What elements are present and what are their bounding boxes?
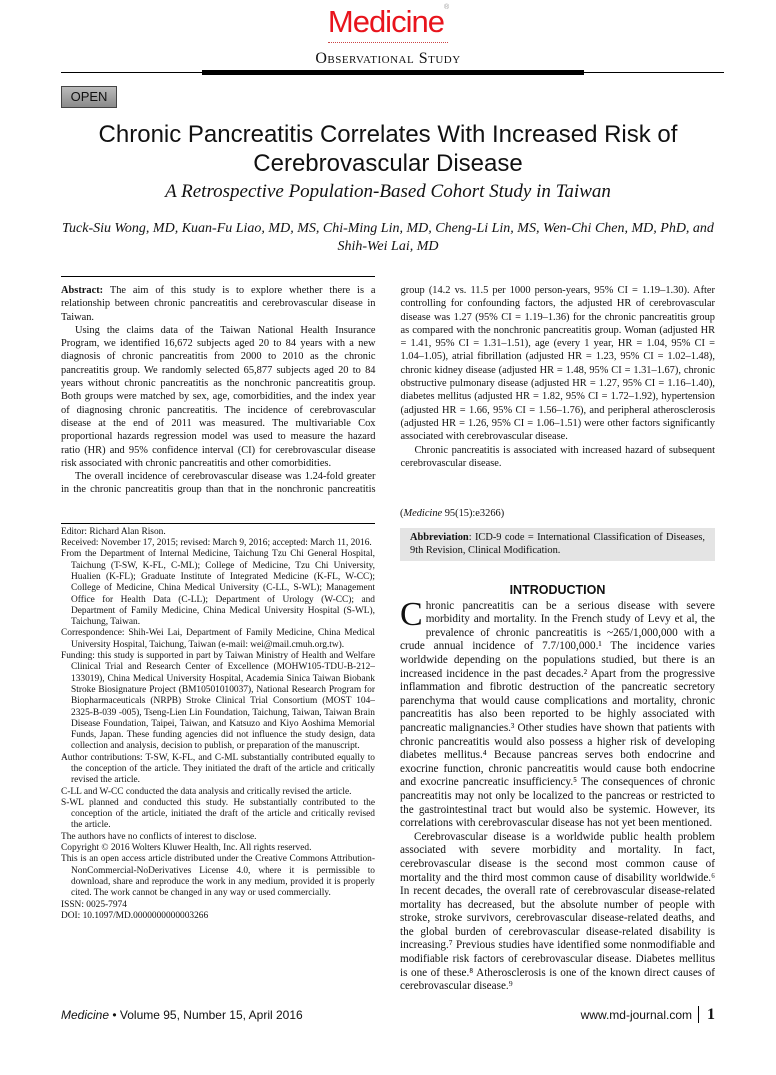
citation-journal: Medicine	[403, 507, 443, 519]
footnote-correspondence: Correspondence: Shih-Wei Lai, Department of Family Medicine, China Medical University Hospital, Taichung, Taiwan (e-mail: wei@mail.cmuh.org.tw).	[61, 628, 375, 650]
abstract-methods: Using the claims data of the Taiwan National Health Insurance Program, we identified 16,672 subjects aged 20 to 84 years with a new diagnosis of chronic pancreatitis from 2000 to 2010 as the chronic pancreatitis group. We randomly selected 65,877 subjects aged 20 to 84 years without chronic pancreatitis as the nonchronic pancreatitis group. Both groups were matched by sex, age, comorbidities, and the index year of diagnosing chronic pancreatitis. The incidence of cerebrovascular disease at the end of 2011 was measured. The multivariable Cox proportional hazards regression model was used to measure the hazard ratio (HR) and 95% confidence interval (CI) for cerebrovascular disease risk associated with chronic pancreatitis and other comorbidities.	[61, 324, 376, 469]
abstract-rule	[61, 276, 375, 277]
footnote-received: Received: November 17, 2015; revised: March 9, 2016; accepted: March 11, 2016.	[61, 538, 372, 549]
abstract-label: Abstract:	[61, 285, 104, 296]
introduction-p1	[400, 595, 715, 831]
left-column	[61, 505, 375, 922]
footnote-doi: DOI: 10.1097/MD.0000000000003266	[61, 910, 209, 921]
abstract-aim-text: The aim of this study is to explore whether there is a relationship between chronic pancreatitis and cerebrovascular disease in Taiwan.	[61, 285, 376, 323]
footnote-copyright: Copyright © 2016 Wolters Kluwer Health, Inc. All rights reserved.	[61, 843, 312, 854]
footnote-contributions: Author contributions: T-SW, K-FL, and C-ML substantially contributed equally to the conception of the article. They initiated the draft of the article and critically revised the article.	[61, 752, 375, 786]
journal-logo: Medicine®	[327, 4, 449, 39]
citation-ref: 95(15):e3266)	[442, 507, 505, 519]
footer-journal: Medicine	[61, 1007, 110, 1022]
introduction-body	[400, 595, 715, 994]
abbreviation-label: Abbreviation	[410, 532, 469, 544]
introduction-p2: Cerebrovascular disease is a worldwide public health problem associated with severe morbidity and mortality. In fact, cerebrovascular disease is the second most common cause of mortality and the third most common cause of disability worldwide.⁶ In recent decades, the overall rate of cerebrovascular disease-related mortality has decreased, but the absolute number of people with stroke, stroke survivors, cerebrovascular disease-related deaths, and the global burden of cerebrovascular disease-related disability is increasing.⁷ Previous studies have identified some nonmodifiable and modifiable risk factors of cerebrovascular disease. Diabetes mellitus is one of these.⁸ Atherosclerosis is one of the known direct causes of cerebrovascular disease.⁹	[400, 830, 715, 993]
footnote-editor: Editor: Richard Alan Rison.	[61, 526, 166, 537]
article-title: Chronic Pancreatitis Correlates With Increased Risk of Cerebrovascular Disease	[98, 121, 678, 177]
page-footer	[61, 1006, 715, 1038]
open-access-badge: OPEN	[61, 86, 117, 108]
footnote-conflicts: The authors have no conflicts of interest to disclose.	[61, 831, 257, 842]
right-column	[400, 505, 715, 994]
abbreviation-box	[400, 528, 715, 561]
footer-issue	[61, 1008, 303, 1022]
footnote-license: This is an open access article distributed under the Creative Commons Attribution-NonCommercial-NoDerivatives License 4.0, where it is permissible to download, share and reproduce the work in any medium, provided it is properly cited. The work cannot be changed in any way or used commercially.	[61, 854, 375, 899]
footer-volume: • Volume 95, Number 15, April 2016	[109, 1007, 303, 1022]
abstract-results: The overall incidence of cerebrovascular disease was 1.24-fold greater in the chronic pancreatitis group than that in the nonchronic pancreatitis group (14.2 vs. 11.5 per 1000 person-years, 95% CI = 1.19–1.30). After controlling for confounding factors, the adjusted HR of cerebrovascular disease was 1.27 (95% CI = 1.19–1.36) for the chronic pancreatitis group as compared with the nonchronic pancreatitis group. Woman (adjusted HR = 1.41, 95% CI = 1.31–1.51), age (every 1 year, HR = 1.04, 95% CI = 1.04–1.05), atrial fibrillation (adjusted HR = 1.23, 95% CI = 1.02–1.48), chronic kidney disease (adjusted HR = 1.48, 95% CI = 1.31–1.67), chronic obstructive pulmonary disease (adjusted HR = 1.27, 95% CI = 1.16–1.40), diabetes mellitus (adjusted HR = 1.82, 95% CI = 1.72–1.92), hypertension (adjusted HR = 1.66, 95% CI = 1.56–1.76), and peripheral atherosclerosis (adjusted HR = 1.26, 95% CI = 1.06–1.51) were other factors significantly associated with cerebrovascular disease.	[61, 285, 715, 496]
article-subtitle: A Retrospective Population-Based Cohort Study in Taiwan	[165, 181, 611, 202]
author-list: Tuck-Siu Wong, MD, Kuan-Fu Liao, MD, MS, Chi-Ming Lin, MD, Cheng-Li Lin, MS, Wen-Chi Chen, MD, PhD, and Shih-Wei Lai, MD	[62, 221, 714, 254]
abstract-conclusion: Chronic pancreatitis is associated with increased hazard of subsequent cerebrovascular disease.	[400, 444, 715, 469]
page-number: 1	[698, 1006, 715, 1023]
abbreviation-text: : ICD-9 code = International Classification of Diseases, 9th Revision, Clinical Modification.	[410, 532, 705, 557]
footnote-affiliations: From the Department of Internal Medicine, Taichung Tzu Chi General Hospital, Taichung (T-SW, K-FL, C-ML); College of Medicine, Tzu Chi University, Hualien (K-FL); Graduate Institute of Integrated Medicine (K-FL, W-CC); College of Medicine, China Medical University (C-LL, S-WL); Management Office for Health Data (C-LL); Department of Urology (W-CC); and Department of Family Medicine, China Medical University Hospital (S-WL), Taichung, Taiwan.	[61, 549, 375, 628]
drop-cap: C	[400, 595, 423, 633]
footnote-rule	[61, 523, 375, 524]
abstract	[61, 284, 715, 497]
journal-name: Medicine	[327, 4, 444, 39]
abstract-aim	[61, 284, 376, 324]
footnote-funding: Funding: this study is supported in part by Taiwan Ministry of Health and Welfare Clinical Trial and Research Center of Excellence (MOHW105-TDU-B-212–133019), China Medical University Hospital, Academia Sinica Taiwan Biobank Stroke Biosignature Project (BM10501010037), National Research Program for Biopharmaceuticals (NRPB) Stroke Clinical Trial Consortium (MOST 104–2325-B-039 -005), Tseng-Lien Lin Foundation, Taichung, Taiwan, Taiwan Brain Disease Foundation, Taipei, Taiwan, and Katsuzo and Kiyo Aoshima Memorial Funds, Japan. These funding agencies did not influence the study design, data collection and analysis, decision to publish, or preparation of the manuscript.	[61, 651, 375, 752]
footnote-contributions-2: C-LL and W-CC conducted the data analysis and critically revised the article.	[61, 786, 352, 797]
introduction-p1-text: hronic pancreatitis can be a serious disease with severe morbidity and mortality. In the French study of Levy et al, the prevalence of chronic pancreatitis is ~265/1,000,000 with a crude annual incidence of 7.7/100,000.¹ The incidence varies worldwide depending on the populations studied, but there is an increased incidence in the past decades.² Apart from the progressive inflammation and fibrotic destruction of the pancreatic secretory parenchyma that would cause complications and mortality, chronic pancreatitis has also been reported to be highly associated with pancreatic malignancies.³ Other studies have shown that patients with chronic pancreatitis would also possess a higher risk of developing diabetes mellitus.⁴ Because pancreas serves both endocrine and exocrine function, chronic pancreatitis would cause both endocrine and exocrine pancreatic insufficiency.⁵ The consequences of chronic pancreatitis may not only be localized to the pancreas or restricted to the gastrointestinal tract but would also be systemic. However, its correlations with cerebrovascular disease has not yet been mentioned.	[400, 599, 715, 830]
section-label: Observational Study	[315, 50, 461, 67]
lower-columns	[61, 505, 715, 994]
footnote-contributions-3: S-WL planned and conducted this study. He substantially contributed to the conception of the article, initiated the draft of the article and critically revised the article.	[61, 797, 375, 831]
footnote-issn: ISSN: 0025-7974	[61, 899, 127, 910]
footnotes	[61, 527, 375, 922]
citation: (Medicine 95(15):e3266)	[400, 507, 505, 519]
footer-url-page	[581, 1006, 715, 1024]
introduction-heading: INTRODUCTION	[509, 582, 606, 597]
footer-url[interactable]: www.md-journal.com	[580, 1007, 692, 1022]
